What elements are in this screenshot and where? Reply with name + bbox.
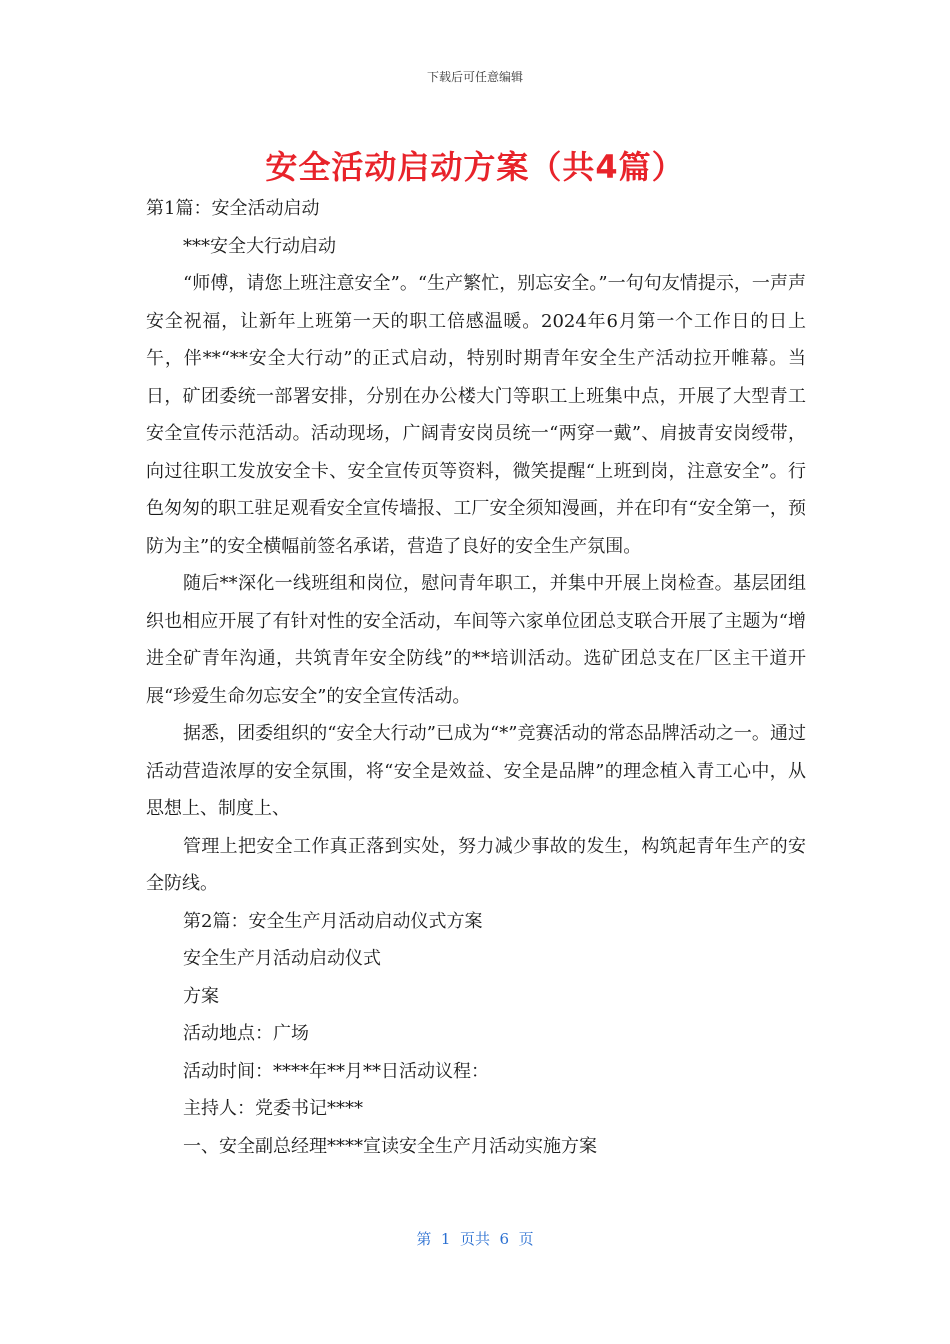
section2-heading: 第2篇：安全生产月活动启动仪式方案 — [183, 910, 483, 932]
section2-line-5: 主持人：党委书记**** — [183, 1098, 363, 1119]
section1-paragraph-1: “师傅，请您上班注意安全”。“生产繁忙，别忘安全。”一句句友情提示，一声声安全祝福，让新年上班第一天的职工倍感温暖。2024年6月第一个工作日的日上午，伴**“**安全大行动”的正式启动，特别时期青年安全生产活动拉开帷幕。当日，矿团委统一部署安排，分别在办公楼大门等职工上班集中点，开展了大型青工安全宣传示范活动。活动现场，广阔青安岗员统一“两穿一戴”、肩披青安岗绶带，向过往职工发放安全卡、安全宣传页等资料，微笑提醒“上班到岗，注意安全”。行色匆匆的职工驻足观看安全宣传墙报、工厂安全须知漫画，并在印有“安全第一，预防为主”的安全横幅前签名承诺，营造了良好的安全生产氛围。 — [146, 273, 806, 557]
document-title: 安全活动启动方案（共4篇） — [265, 148, 685, 186]
section2-line-4: 活动时间：****年**月**日活动议程： — [183, 1060, 489, 1082]
section1-paragraph-3: 据悉，团委组织的“安全大行动”已成为“*”竞赛活动的常态品牌活动之一。通过活动营造浓厚的安全氛围，将“安全是效益、安全是品牌”的理念植入青工心中，从思想上、制度上、 — [146, 723, 806, 819]
section2-line-2: 方案 — [183, 985, 219, 1007]
section2-line-3: 活动地点：广场 — [183, 1023, 309, 1044]
section1-heading: 第1篇：安全活动启动 — [146, 198, 320, 219]
section1-paragraph-4: 管理上把安全工作真正落到实处，努力减少事故的发生，构筑起青年生产的安全防线。 — [146, 835, 806, 894]
document-body — [146, 190, 806, 1165]
section1-subheading: ***安全大行动启动 — [183, 235, 336, 257]
page-footer: 第 1 页共 6 页 — [416, 1230, 534, 1248]
section1-paragraph-2: 随后**深化一线班组和岗位，慰问青年职工，并集中开展上岗检查。基层团组织也相应开展了有针对性的安全活动，车间等六家单位团总支联合开展了主题为“增进全矿青年沟通，共筑青年安全防线”的**培训活动。选矿团总支在厂区主干道开展“珍爱生命勿忘安全”的安全宣传活动。 — [146, 573, 806, 707]
header-note: 下载后可任意编辑 — [426, 70, 523, 84]
section2-line-6: 一、安全副总经理****宣读安全生产月活动实施方案 — [183, 1135, 597, 1157]
section2-line-1: 安全生产月活动启动仪式 — [183, 948, 381, 969]
